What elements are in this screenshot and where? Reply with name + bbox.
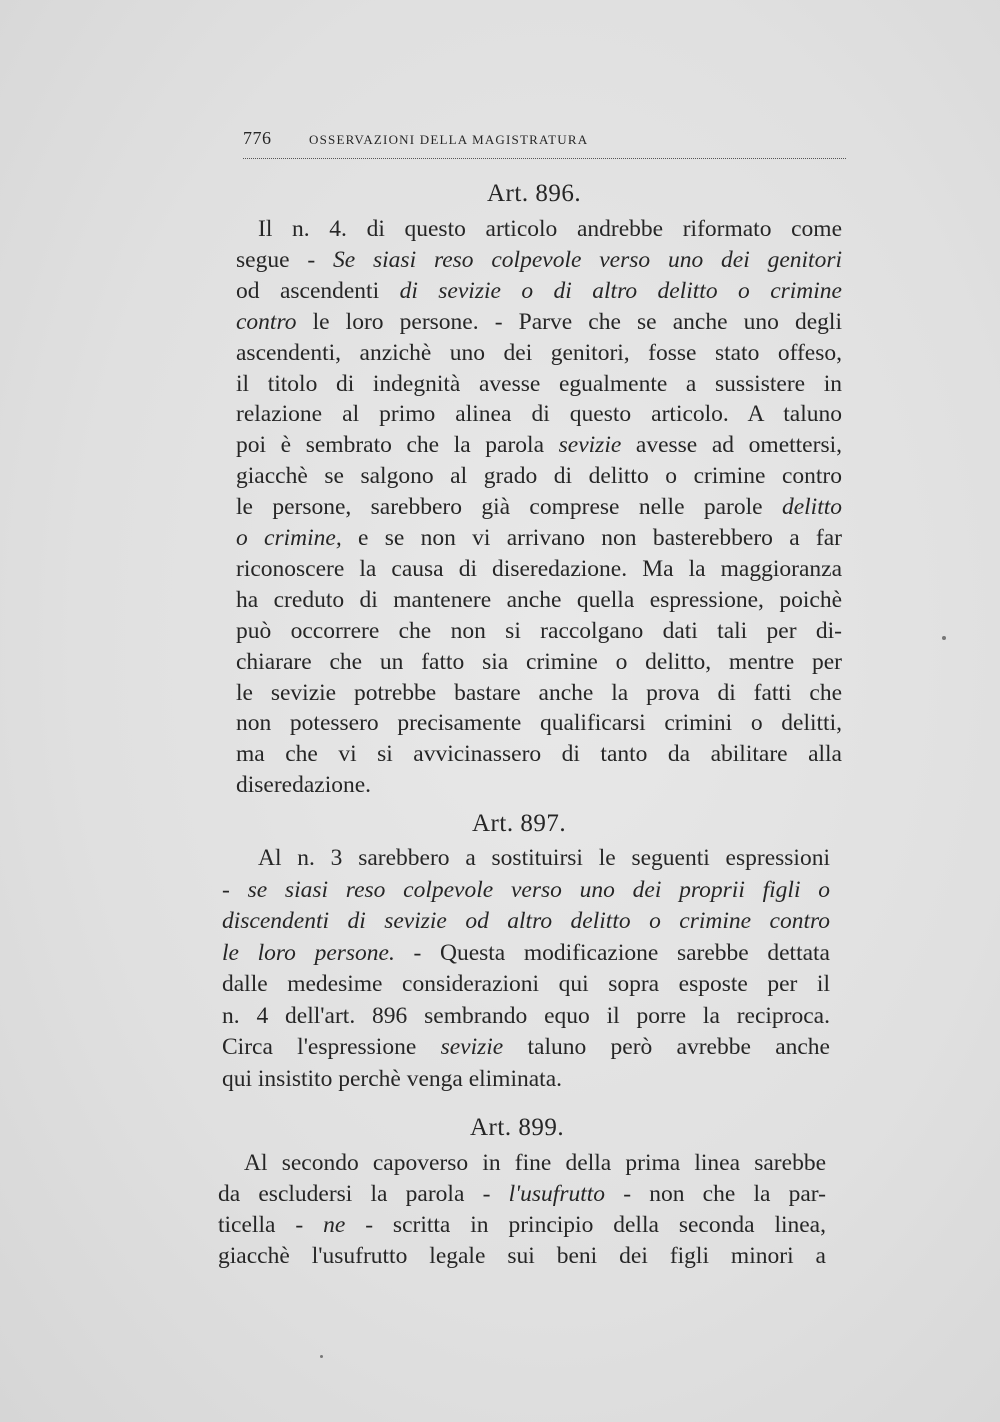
text-line <box>222 1001 830 1031</box>
text-line <box>222 938 830 968</box>
italic-text: se siasi reso colpevole verso uno dei proprii figli o <box>247 876 830 903</box>
text-line <box>236 554 842 584</box>
text-line <box>222 1064 562 1094</box>
text-line <box>244 1148 826 1178</box>
text-run: le loro persone. - Parve che se anche uno degli <box>296 308 842 335</box>
text-line <box>222 875 830 905</box>
italic-text: discendenti di sevizie od altro delitto o crimine contro <box>222 908 830 934</box>
italic-text: sevizie <box>558 432 622 459</box>
italic-text: contro <box>236 308 297 335</box>
italic-text: o crimine, <box>236 525 342 551</box>
text-run: giacchè l'usufrutto legale sui beni dei figli minori a <box>218 1243 826 1269</box>
text-run: - Questa modificazione sarebbe dettata <box>394 939 830 966</box>
text-line <box>236 307 842 337</box>
text-run: ha creduto di mantenere anche quella espressione, poichè <box>236 586 842 613</box>
text-line <box>236 770 371 800</box>
text-line <box>258 214 842 244</box>
text-line <box>258 843 830 873</box>
text-line <box>236 678 842 708</box>
text-line <box>236 276 842 306</box>
text-line <box>222 1032 830 1062</box>
text-run: taluno però avrebbe anche <box>503 1034 830 1060</box>
italic-text: ne <box>323 1212 346 1238</box>
text-line <box>236 461 842 491</box>
text-run: dalle medesime considerazioni qui sopra esposte per il <box>222 971 830 997</box>
italic-text: di sevizie o di altro delitto o crimine <box>399 277 842 304</box>
text-run: ma che vi si avvicinassero di tanto da abilitare alla <box>236 741 842 768</box>
text-run: e se non vi arrivano non basterebbero a far <box>341 525 842 551</box>
text-line <box>236 369 842 399</box>
text-line <box>236 616 842 646</box>
paper-speck <box>942 636 946 640</box>
text-run: ascendenti, anzichè uno dei genitori, fosse stato offeso, <box>236 339 842 366</box>
text-run: Circa l'espressione <box>222 1034 441 1060</box>
text-line <box>236 739 842 769</box>
text-run: segue - <box>236 246 333 273</box>
italic-text: le loro persone. <box>222 939 395 966</box>
article-heading-899: Art. 899. <box>470 1114 565 1141</box>
text-line <box>218 1241 826 1271</box>
article-heading-897: Art. 897. <box>472 810 567 837</box>
paper-speck <box>320 1355 323 1358</box>
text-run: - scritta in principio della seconda linea, <box>345 1212 826 1238</box>
text-run: - non che la par- <box>605 1181 826 1207</box>
italic-text: Se siasi reso colpevole verso uno dei genitori <box>333 246 842 273</box>
text-line <box>222 969 830 999</box>
text-run: Il n. 4. di questo articolo andrebbe riformato come <box>258 216 842 242</box>
italic-text: l'usufrutto <box>508 1181 606 1207</box>
text-run: diseredazione. <box>236 772 372 799</box>
text-run: giacchè se salgono al grado di delitto o crimine contro <box>236 463 842 490</box>
text-line <box>236 399 842 429</box>
text-line <box>236 430 842 460</box>
text-run: Al secondo capoverso in fine della prima linea sarebbe <box>244 1150 826 1176</box>
text-line <box>218 1210 826 1240</box>
running-title: OSSERVAZIONI DELLA MAGISTRATURA <box>309 132 589 147</box>
text-run: non potessero precisamente qualificarsi crimini o delitti, <box>236 710 842 737</box>
italic-text: delitto <box>781 494 842 521</box>
text-line <box>222 906 830 936</box>
text-line <box>236 338 842 368</box>
page-number: 776 <box>243 128 272 148</box>
text-run: Al n. 3 sarebbero a sostituirsi le seguenti espressioni <box>258 845 830 871</box>
text-run: - <box>222 876 248 903</box>
text-run: ticella - <box>218 1212 324 1238</box>
text-run: le persone, sarebbero già comprese nelle parole <box>236 494 782 521</box>
article-heading-896: Art. 896. <box>487 180 582 207</box>
text-run: riconoscere la causa di diseredazione. Ma la maggioranza <box>236 555 842 582</box>
text-run: da escludersi la parola - <box>218 1181 509 1207</box>
text-line <box>218 1179 826 1209</box>
text-line <box>236 523 842 553</box>
text-run: od ascendenti <box>236 277 400 304</box>
running-header <box>243 128 846 159</box>
text-line <box>236 708 842 738</box>
text-run: relazione al primo alinea di questo articolo. A taluno <box>236 401 842 428</box>
text-run: il titolo di indegnità avesse egualmente a sussistere in <box>236 370 842 397</box>
text-run: n. 4 dell'art. 896 sembrando equo il porre la reciproca. <box>222 1002 830 1029</box>
text-line <box>236 245 842 275</box>
italic-text: sevizie <box>440 1034 504 1060</box>
text-run: chiarare che un fatto sia crimine o delitto, mentre per <box>236 648 842 675</box>
text-run: può occorrere che non si raccolgano dati tali per di- <box>236 617 842 644</box>
text-run: le sevizie potrebbe bastare anche la prova di fatti che <box>236 679 842 706</box>
text-run: poi è sembrato che la parola <box>236 432 559 459</box>
text-line <box>236 492 842 522</box>
text-run: qui insistito perchè venga eliminata. <box>222 1065 563 1092</box>
text-line <box>236 585 842 615</box>
text-line <box>236 647 842 677</box>
text-run: avesse ad omettersi, <box>621 432 842 459</box>
